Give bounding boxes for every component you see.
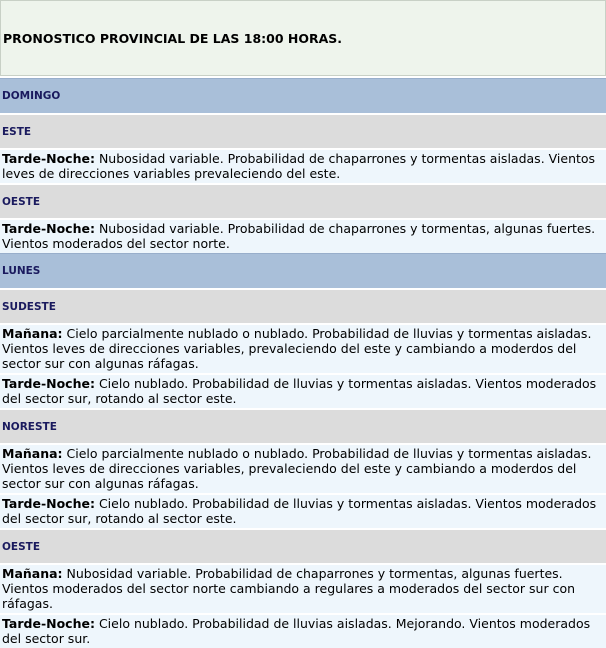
forecast-text: Cielo parcialmente nublado o nublado. Probabilidad de lluvias y tormentas aisladas. Vientos leves de direcciones variables, prevaleciendo del este y cambiando a moderdos del sector sur con algunas ráfagas. — [2, 446, 592, 491]
forecast-row — [0, 563, 606, 613]
forecast-text: Nubosidad variable. Probabilidad de chaparrones y tormentas aisladas. Vientos leves de direcciones variables prevaleciendo del este. — [2, 151, 596, 181]
zone-header: OESTE — [0, 528, 606, 563]
forecast-text: Cielo nublado. Probabilidad de lluvias y tormentas aisladas. Vientos moderados del sector sur, rotando al sector este. — [2, 376, 597, 406]
forecast-content — [0, 78, 606, 648]
zone-header: NORESTE — [0, 408, 606, 443]
forecast-text: Cielo parcialmente nublado o nublado. Probabilidad de lluvias y tormentas aisladas. Vientos leves de direcciones variables, prevaleciendo del este y cambiando a moderdos del sector sur con algunas ráfagas. — [2, 326, 592, 371]
forecast-row — [0, 613, 606, 648]
forecast-row — [0, 323, 606, 373]
forecast-row — [0, 493, 606, 528]
forecast-period: Tarde-Noche: — [2, 376, 95, 391]
day-header: DOMINGO — [0, 78, 606, 113]
zone-header: OESTE — [0, 183, 606, 218]
day-header: LUNES — [0, 253, 606, 288]
forecast-period: Tarde-Noche: — [2, 616, 95, 631]
zone-header: ESTE — [0, 113, 606, 148]
forecast-period: Tarde-Noche: — [2, 221, 95, 236]
forecast-period: Mañana: — [2, 566, 63, 581]
forecast-text: Cielo nublado. Probabilidad de lluvias aisladas. Mejorando. Vientos moderados del sector sur. — [2, 616, 591, 646]
forecast-period: Tarde-Noche: — [2, 151, 95, 166]
forecast-text: Cielo nublado. Probabilidad de lluvias y tormentas aisladas. Vientos moderados del sector sur, rotando al sector este. — [2, 496, 597, 526]
page-title: PRONOSTICO PROVINCIAL DE LAS 18:00 HORAS. — [0, 0, 606, 76]
forecast-row — [0, 148, 606, 183]
forecast-period: Mañana: — [2, 446, 63, 461]
forecast-period: Tarde-Noche: — [2, 496, 95, 511]
forecast-row — [0, 373, 606, 408]
zone-header: SUDESTE — [0, 288, 606, 323]
forecast-row — [0, 443, 606, 493]
forecast-text: Nubosidad variable. Probabilidad de chaparrones y tormentas, algunas fuertes. Vientos moderados del sector norte. — [2, 221, 596, 251]
forecast-text: Nubosidad variable. Probabilidad de chaparrones y tormentas, algunas fuertes. Vientos moderados del sector norte cambiando a regulares a moderados del sector sur con ráfagas. — [2, 566, 576, 611]
forecast-row — [0, 218, 606, 253]
forecast-period: Mañana: — [2, 326, 63, 341]
